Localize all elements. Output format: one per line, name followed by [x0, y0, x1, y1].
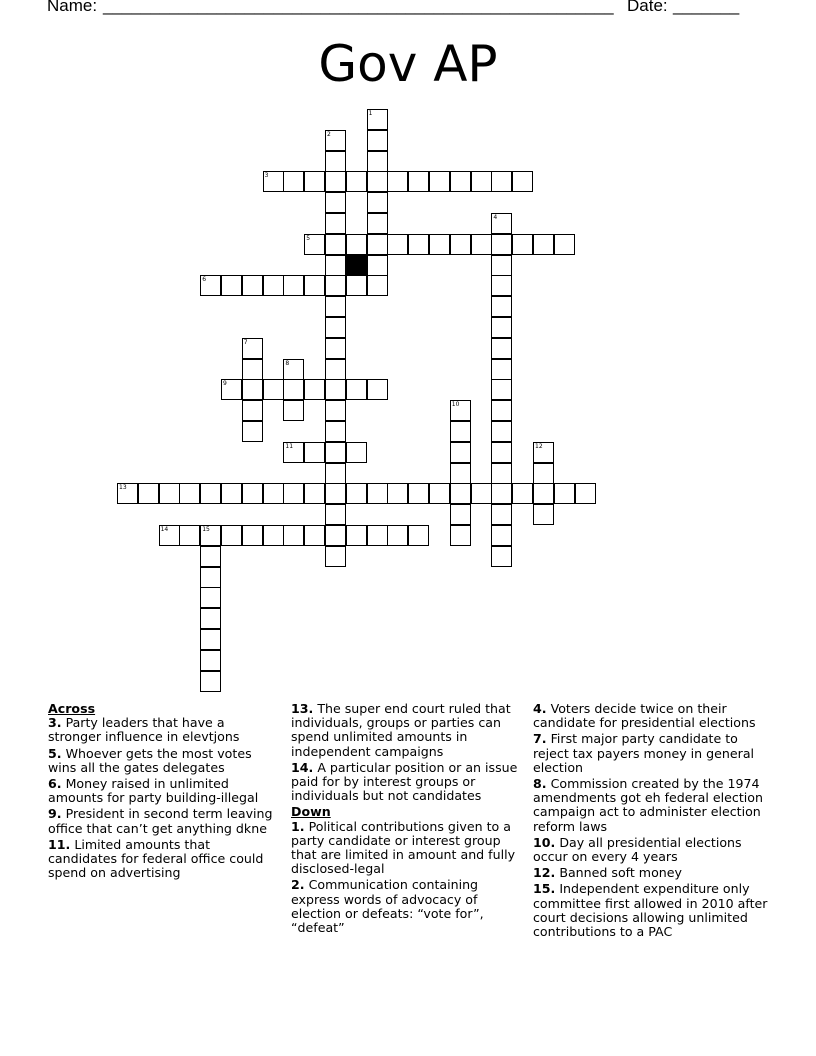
grid-cell[interactable]	[346, 234, 367, 255]
grid-cell[interactable]	[200, 546, 221, 567]
grid-cell[interactable]	[221, 525, 242, 546]
grid-cell[interactable]	[200, 629, 221, 650]
grid-cell[interactable]	[491, 525, 512, 546]
grid-cell[interactable]	[429, 234, 450, 255]
grid-cell[interactable]	[346, 379, 367, 400]
clue-number-label: 6	[202, 276, 207, 284]
grid-cell[interactable]	[491, 317, 512, 338]
clue-number-label: 2	[327, 130, 331, 138]
grid-cell[interactable]	[367, 171, 388, 192]
clue-down-8: 8. Commission created by the 1974 amendments got eh federal election campaign act to administer election reform laws	[533, 776, 763, 834]
grid-cell[interactable]	[221, 275, 242, 296]
grid-cell[interactable]	[491, 338, 512, 359]
grid-cell[interactable]	[325, 317, 346, 338]
grid-cell[interactable]	[242, 359, 263, 380]
grid-cell[interactable]	[325, 296, 346, 317]
grid-cell[interactable]	[450, 483, 471, 504]
grid-cell[interactable]	[367, 483, 388, 504]
grid-cell[interactable]	[200, 671, 221, 692]
grid-cell[interactable]	[263, 525, 284, 546]
date-field-line[interactable]: _______	[673, 0, 740, 15]
grid-cell[interactable]	[283, 275, 304, 296]
grid-cell[interactable]	[367, 234, 388, 255]
clue-across-5: 5. Whoever gets the most votes wins all the gates delegates	[48, 745, 252, 775]
grid-cell[interactable]	[283, 379, 304, 400]
grid-cell[interactable]	[491, 296, 512, 317]
grid-cell[interactable]	[491, 546, 512, 567]
grid-cell[interactable]	[138, 483, 159, 504]
grid-cell[interactable]	[491, 483, 512, 504]
grid-cell[interactable]	[533, 234, 554, 255]
grid-cell[interactable]	[200, 587, 221, 608]
grid-cell[interactable]	[325, 525, 346, 546]
grid-cell[interactable]	[408, 171, 429, 192]
clue-number-label: 8	[285, 359, 290, 367]
grid-cell[interactable]	[325, 234, 346, 255]
clue-down-7: 7. First major party candidate to reject tax payers money in general election	[533, 731, 755, 775]
grid-cell[interactable]	[387, 171, 408, 192]
grid-cell[interactable]	[387, 525, 408, 546]
grid-cell[interactable]	[179, 483, 200, 504]
grid-cell[interactable]	[221, 483, 242, 504]
grid-block	[346, 255, 367, 276]
clue-number-label: 9	[223, 380, 227, 388]
grid-cell[interactable]	[367, 255, 388, 276]
grid-cell[interactable]	[491, 442, 512, 463]
grid-cell[interactable]	[367, 151, 388, 172]
grid-cell[interactable]	[512, 234, 533, 255]
grid-cell[interactable]	[367, 130, 388, 151]
grid-cell[interactable]	[325, 255, 346, 276]
grid-cell[interactable]	[554, 483, 575, 504]
grid-cell[interactable]	[408, 483, 429, 504]
clue-down-12: 12. Banned soft money	[533, 865, 682, 881]
clue-number-label: 15	[202, 526, 210, 533]
clue-number-label: 1	[368, 110, 373, 117]
grid-cell[interactable]	[491, 400, 512, 421]
clues-column-2	[291, 702, 523, 937]
clue-down-4: 4. Voters decide twice on their candidate for presidential elections	[533, 701, 756, 731]
clue-number-label: 7	[243, 338, 248, 346]
grid-cell[interactable]	[491, 255, 512, 276]
grid-cell[interactable]	[346, 525, 367, 546]
grid-cell[interactable]	[491, 234, 512, 255]
grid-cell[interactable]	[491, 359, 512, 380]
grid-cell[interactable]	[367, 192, 388, 213]
grid-cell[interactable]	[325, 379, 346, 400]
grid-cell[interactable]	[325, 192, 346, 213]
grid-cell[interactable]	[242, 379, 263, 400]
across-heading: Across	[48, 701, 96, 716]
grid-cell[interactable]	[429, 171, 450, 192]
grid-cell[interactable]	[554, 234, 575, 255]
grid-cell[interactable]	[325, 483, 346, 504]
grid-cell[interactable]	[242, 400, 263, 421]
grid-cell[interactable]	[325, 213, 346, 234]
grid-cell[interactable]	[263, 275, 284, 296]
clue-across-14: 14. A particular position or an issue paid for by interest groups or individuals but not candidates	[291, 759, 518, 804]
grid-cell[interactable]	[367, 213, 388, 234]
clue-across-9: 9. President in second term leaving office that can’t get anything dkne	[48, 806, 273, 836]
clue-down-1: 1. Political contributions given to a party candidate or interest group that are limited in amount and fully disclosed-legal	[291, 818, 516, 877]
grid-cell[interactable]	[200, 567, 221, 588]
clue-number-label: 11	[285, 442, 294, 450]
grid-cell[interactable]	[325, 504, 346, 525]
grid-cell[interactable]	[283, 483, 304, 504]
grid-cell[interactable]	[242, 525, 263, 546]
grid-cell[interactable]	[387, 483, 408, 504]
clues-column-3	[533, 702, 773, 941]
grid-cell[interactable]	[450, 504, 471, 525]
grid-cell[interactable]	[533, 483, 554, 504]
grid-cell[interactable]	[304, 171, 325, 192]
clue-across-3: 3. Party leaders that have a stronger influence in elevtjons	[48, 715, 240, 745]
grid-cell[interactable]	[263, 379, 284, 400]
grid-cell[interactable]	[450, 442, 471, 463]
clue-number-label: 12	[535, 442, 543, 450]
grid-cell[interactable]	[450, 421, 471, 442]
grid-cell[interactable]	[304, 379, 325, 400]
grid-cell[interactable]	[200, 608, 221, 629]
grid-cell[interactable]	[200, 483, 221, 504]
grid-cell[interactable]	[367, 275, 388, 296]
clue-across-13: 13. The super end court ruled that individuals, groups or parties can spend unlimited amounts in independent campaigns	[291, 701, 511, 759]
grid-cell[interactable]	[325, 275, 346, 296]
down-heading: Down	[291, 804, 331, 820]
grid-cell[interactable]	[408, 525, 429, 546]
clue-across-11: 11. Limited amounts that candidates for federal office could spend on advertising	[48, 836, 264, 881]
clue-down-15: 15. Independent expenditure only committee first allowed in 2010 after court decisions allowing unlimited contributions to a PAC	[533, 881, 768, 940]
clue-across-6: 6. Money raised in unlimited amounts for party building-illegal	[48, 776, 259, 806]
grid-cell[interactable]	[325, 359, 346, 380]
clue-down-10: 10. Day all presidential elections occur on every 4 years	[533, 834, 742, 865]
grid-cell[interactable]	[533, 504, 554, 525]
grid-cell[interactable]	[263, 483, 284, 504]
grid-cell[interactable]	[325, 442, 346, 463]
clue-number-label: 10	[451, 401, 460, 409]
grid-cell[interactable]	[429, 483, 450, 504]
grid-cell[interactable]	[179, 525, 200, 546]
grid-cell[interactable]	[450, 171, 471, 192]
grid-cell[interactable]	[346, 275, 367, 296]
grid-cell[interactable]	[491, 379, 512, 400]
grid-cell[interactable]	[304, 442, 325, 463]
grid-cell[interactable]	[304, 483, 325, 504]
clue-number-label: 13	[119, 484, 127, 492]
grid-cell[interactable]	[450, 525, 471, 546]
grid-cell[interactable]	[367, 379, 388, 400]
clue-number-label: 14	[160, 526, 169, 533]
grid-cell[interactable]	[346, 171, 367, 192]
grid-cell[interactable]	[325, 463, 346, 484]
grid-cell[interactable]	[325, 151, 346, 172]
date-label: Date:	[627, 0, 668, 15]
grid-cell[interactable]	[491, 463, 512, 484]
grid-cell[interactable]	[346, 483, 367, 504]
clue-number-label: 4	[493, 214, 498, 221]
grid-cell[interactable]	[159, 483, 180, 504]
grid-cell[interactable]	[325, 400, 346, 421]
name-field-line[interactable]: ______________________________________________________	[103, 0, 614, 15]
clue-number-label: 3	[264, 172, 269, 180]
grid-cell[interactable]	[346, 442, 367, 463]
grid-cell[interactable]	[283, 171, 304, 192]
grid-cell[interactable]	[304, 525, 325, 546]
grid-cell[interactable]	[491, 171, 512, 192]
grid-cell[interactable]	[242, 275, 263, 296]
clues-column-1	[48, 702, 280, 882]
grid-cell[interactable]	[512, 483, 533, 504]
page-title: Gov AP	[318, 35, 498, 93]
grid-cell[interactable]	[491, 504, 512, 525]
grid-cell[interactable]	[471, 234, 492, 255]
clue-number-label: 5	[306, 234, 311, 242]
grid-cell[interactable]	[408, 234, 429, 255]
grid-cell[interactable]	[367, 525, 388, 546]
clue-down-2: 2. Communication containing express words of advocacy of election or defeats: “vote for”, “defeat”	[291, 877, 484, 936]
grid-cell[interactable]	[450, 234, 471, 255]
grid-cell[interactable]	[491, 275, 512, 296]
grid-cell[interactable]	[512, 171, 533, 192]
grid-cell[interactable]	[325, 421, 346, 442]
grid-cell[interactable]	[575, 483, 596, 504]
grid-cell[interactable]	[325, 546, 346, 567]
grid-cell[interactable]	[242, 421, 263, 442]
grid-cell[interactable]	[283, 400, 304, 421]
grid-cell[interactable]	[471, 483, 492, 504]
name-label: Name:	[47, 0, 98, 15]
grid-cell[interactable]	[471, 171, 492, 192]
grid-cell[interactable]	[491, 421, 512, 442]
grid-cell[interactable]	[533, 463, 554, 484]
grid-cell[interactable]	[450, 463, 471, 484]
grid-cell[interactable]	[304, 275, 325, 296]
grid-cell[interactable]	[387, 234, 408, 255]
grid-cell[interactable]	[325, 171, 346, 192]
grid-cell[interactable]	[283, 525, 304, 546]
grid-cell[interactable]	[325, 338, 346, 359]
grid-cell[interactable]	[242, 483, 263, 504]
grid-cell[interactable]	[200, 650, 221, 671]
